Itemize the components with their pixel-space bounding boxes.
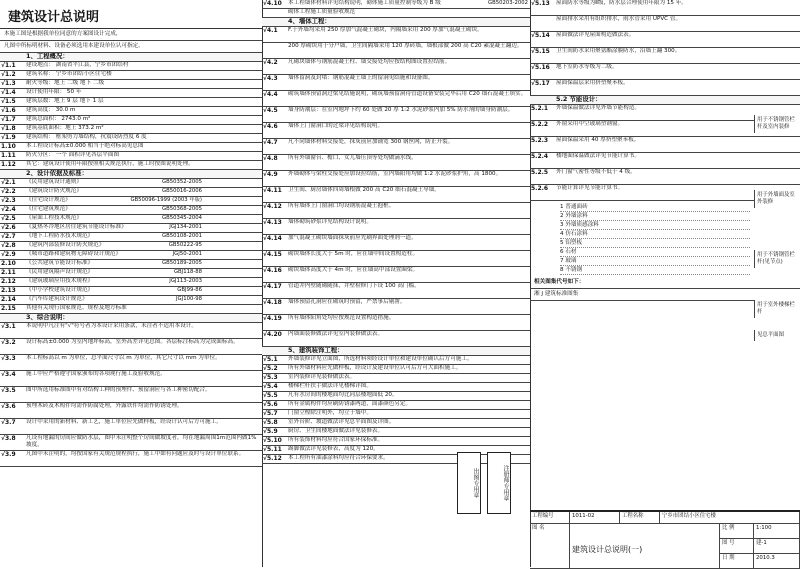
row-mark: 1.10 bbox=[1, 143, 16, 150]
material-item: 1 普通面砖 bbox=[560, 203, 750, 212]
row-text: 本工程标高以 m 为单位，总平面尺寸以 m 为单位，其它尺寸以 mm 为单位。 bbox=[26, 355, 221, 361]
row-mark: √1.2 bbox=[1, 71, 16, 78]
row-mark: 2.11 bbox=[1, 269, 16, 276]
row-mark: √5.16 bbox=[531, 64, 550, 71]
row-text: 本工程所有油漆涂料均应符合环保要求。 bbox=[288, 455, 389, 461]
material-item: 4 仿石涂料 bbox=[560, 230, 750, 239]
row-mark: √2.6 bbox=[1, 224, 16, 231]
row-mark: √3.5 bbox=[1, 387, 16, 394]
scale-value: 1:100 bbox=[754, 524, 800, 539]
row-text: 卫生间防水采用聚氨酯涂膜防水，沿墙上翻 300。 bbox=[556, 48, 681, 54]
row-mark: 2.10 bbox=[1, 260, 16, 267]
row-mark: √4.9 bbox=[263, 171, 278, 178]
row-mark: √3.7 bbox=[1, 419, 16, 426]
section-heading: 4、墙体工程： bbox=[262, 18, 530, 27]
row-text: 设计标高±0.000 为室内地坪标高，室外高差详见总图。各层标注标高为完成面标高。 bbox=[26, 339, 239, 345]
row-mark: 2.13 bbox=[1, 287, 16, 294]
spec-row bbox=[0, 387, 262, 403]
row-text: 凡砌块墙体与钢筋混凝土柱、墙交接处均应按结构图设置拉结筋。 bbox=[288, 59, 451, 65]
row-mark: √5.8 bbox=[263, 419, 278, 426]
row-mark: 5.2.2 bbox=[531, 121, 549, 128]
row-text: 外墙保温做法详见外墙节能构造。 bbox=[556, 105, 640, 111]
spec-row bbox=[262, 383, 530, 392]
row-text: 外墙装修详见立面图，所选材料须经设计单位和建设单位确认后方可施工。 bbox=[288, 356, 473, 362]
spec-row bbox=[262, 43, 530, 59]
spec-row bbox=[530, 153, 800, 169]
row-text: 建筑基底面积：地上 373.2 m² bbox=[26, 125, 104, 131]
spec-row bbox=[0, 143, 262, 152]
row-mark: √2.4 bbox=[1, 206, 16, 213]
standard-name: 《地下工程防水技术规范》 bbox=[26, 233, 94, 239]
row-mark: √5.2 bbox=[263, 365, 278, 372]
column-left bbox=[0, 0, 263, 567]
spec-row bbox=[262, 139, 530, 155]
row-text: 200 厚砌块用于分户墙，卫生间隔墙采用 120 厚砖墙，墙根部做 200 高 C20 素混凝土翻边。 bbox=[288, 43, 523, 49]
row-text: 墙体预留孔洞应在砌筑时预留，严禁事后剔凿。 bbox=[288, 299, 406, 305]
standard-code: JGJ113-2003 bbox=[169, 278, 202, 284]
standard-code: GB50345-2004 bbox=[162, 215, 202, 221]
spec-row bbox=[262, 235, 530, 251]
spec-row bbox=[0, 161, 262, 170]
spec-row bbox=[530, 32, 800, 48]
row-mark: √1.9 bbox=[1, 134, 16, 141]
intro-line-1: 本施工图是根据我单位同意的方案图设计完成， bbox=[0, 29, 262, 41]
row-mark: √1.3 bbox=[1, 80, 16, 87]
row-text: 外窗采用中空玻璃塑钢窗。 bbox=[556, 121, 624, 127]
spec-row bbox=[262, 401, 530, 410]
standard-name: 《住宅建筑规范》 bbox=[26, 206, 71, 212]
row-mark: √4.7 bbox=[263, 139, 278, 146]
standard-row bbox=[0, 251, 262, 260]
row-mark: √1.4 bbox=[1, 89, 16, 96]
row-mark: √1.8 bbox=[1, 125, 16, 132]
row-text: 预埋木砖及木构件均需作防腐处理，外露铁件均需作防锈处理。 bbox=[26, 403, 183, 409]
row-mark: √4.10 bbox=[263, 0, 282, 7]
row-mark: 1.12 bbox=[1, 161, 16, 168]
standard-name: 《城市道路和建筑物无障碍设计规范》 bbox=[26, 251, 122, 257]
row-text: 砌体工程施工质量验收规范 bbox=[288, 9, 356, 15]
row-mark: √1.6 bbox=[1, 107, 16, 114]
row-text: 加气混凝土砌块墙面抹灰前应先刷界面处理剂一道。 bbox=[288, 235, 417, 241]
side-note: 用于不锈钢管栏杆(见节点) bbox=[754, 250, 800, 268]
side-note: 见总平面图 bbox=[754, 330, 800, 341]
row-text: 本说明中凡注有"√"符号者为本设计采用条款，未注者不适用本设计。 bbox=[26, 323, 197, 329]
row-mark: √3.1 bbox=[1, 323, 16, 330]
row-mark: √1.1 bbox=[1, 62, 16, 69]
row-text: 节能计算详见节能计算书。 bbox=[556, 185, 624, 191]
row-mark: √5.14 bbox=[531, 32, 550, 39]
row-mark: √5.1 bbox=[263, 356, 278, 363]
standard-code: JGJ134-2001 bbox=[169, 224, 202, 230]
row-mark: √1.7 bbox=[1, 116, 16, 123]
code-value: 1011-02 bbox=[570, 512, 620, 524]
row-mark: √5.5 bbox=[263, 392, 278, 399]
spec-row bbox=[0, 125, 262, 134]
material-item: 3 外墙质感涂料 bbox=[560, 221, 750, 230]
standard-row bbox=[0, 215, 262, 224]
row-mark: √4.6 bbox=[263, 123, 278, 130]
spec-row bbox=[262, 392, 530, 401]
row-text: 所有墙体阳角处均应按规范设置构造措施。 bbox=[288, 315, 395, 321]
row-text: 建筑总面积： 2743.0 m² bbox=[26, 116, 91, 122]
approval-stamp: 出图专用章 bbox=[457, 452, 481, 514]
row-mark: 5.2.1 bbox=[531, 105, 549, 112]
standard-row bbox=[0, 206, 262, 215]
row-mark: √5.6 bbox=[263, 401, 278, 408]
row-text: 砌筑墙体预留洞过梁见结施说明，砌筑墙预留洞待管道设备安装完毕后用 C20 细石混凝土填实。 bbox=[288, 91, 527, 97]
row-text: 所有金属构件均应刷防锈漆两道，面漆颜色另定。 bbox=[288, 401, 412, 407]
row-text: 墙体上门窗洞口的过梁详见结构说明。 bbox=[288, 123, 384, 129]
row-text: 所有装饰材料均应符合国家环保标准。 bbox=[288, 437, 384, 443]
standard-row bbox=[0, 296, 262, 305]
row-text: 设计使用年限： 50 年 bbox=[26, 89, 82, 95]
row-mark: √4.12 bbox=[263, 203, 282, 210]
standard-name: 《住宅设计规范》 bbox=[26, 197, 71, 203]
material-item: 8 不锈钢 bbox=[560, 266, 750, 275]
row-text: 厨房、卫生间楼地面做法详见装修表。 bbox=[288, 428, 384, 434]
standard-name: 《汽车库建筑设计规范》 bbox=[26, 296, 88, 302]
spec-row bbox=[262, 299, 530, 315]
standard-row bbox=[0, 269, 262, 278]
row-text: 凡设有地漏的房间应做防水层，图中未注明整个房间做坡度者，均在地漏周围1m范围内做1%坡度。 bbox=[26, 435, 257, 448]
row-text: 防火分区： 一个 面积详见各层平面图 bbox=[26, 152, 120, 158]
spec-row bbox=[262, 0, 530, 9]
row-text: 砌块墙体长度大于 5m 时，应在墙中间设置构造柱。 bbox=[288, 251, 419, 257]
standard-name: 《屋面工程技术规范》 bbox=[26, 215, 82, 221]
standard-row bbox=[0, 305, 262, 314]
section-heading: 1、工程概况： bbox=[0, 53, 262, 62]
spec-row bbox=[262, 203, 530, 219]
spec-row bbox=[262, 187, 530, 203]
spec-row bbox=[262, 91, 530, 107]
spec-row bbox=[262, 75, 530, 91]
row-mark: 5.2.4 bbox=[531, 153, 549, 160]
spec-row bbox=[530, 137, 800, 153]
spec-row bbox=[0, 62, 262, 71]
spec-row bbox=[262, 267, 530, 283]
row-mark: √4.2 bbox=[263, 59, 278, 66]
side-note: 用于室外楼梯栏杆 bbox=[754, 300, 800, 318]
standard-code: GB50203-2002 bbox=[488, 0, 528, 6]
row-mark: 5.2.5 bbox=[531, 169, 549, 176]
row-text: 外门窗气密性等级不低于 4 级。 bbox=[556, 169, 636, 175]
standard-row bbox=[0, 179, 262, 188]
row-mark: √3.6 bbox=[1, 403, 16, 410]
standard-code: GB50352-2005 bbox=[162, 179, 202, 185]
spec-row bbox=[262, 419, 530, 428]
spec-row bbox=[530, 48, 800, 64]
spec-row bbox=[0, 98, 262, 107]
project-value: 宁乡市团结小区住宅楼 bbox=[660, 512, 800, 524]
spec-row bbox=[0, 89, 262, 98]
row-mark: √4.14 bbox=[263, 235, 282, 242]
spec-row bbox=[262, 283, 530, 299]
row-mark: √5.4 bbox=[263, 383, 278, 390]
row-text: 建筑高度： 30.0 m bbox=[26, 107, 76, 113]
row-text: 室外台阶、坡道做法详见总平面图及详图。 bbox=[288, 419, 395, 425]
spec-row bbox=[262, 9, 530, 18]
row-text: 管道井内壁随砌随抹，井壁检修门下设 100 高门槛。 bbox=[288, 283, 420, 289]
row-text: 设计中采用的新材料、新工艺，施工单位应先做样板，经设计认可后方可施工。 bbox=[26, 419, 222, 425]
row-mark: √4.4 bbox=[263, 91, 278, 98]
standard-name: 《建筑内部装修设计防火规范》 bbox=[26, 242, 105, 248]
row-text: 地下室防水等级为二级。 bbox=[556, 64, 618, 70]
row-mark: √5.9 bbox=[263, 428, 278, 435]
row-mark: √4.15 bbox=[263, 251, 282, 258]
row-mark: 2.15 bbox=[1, 305, 16, 312]
standard-code: GB50368-2005 bbox=[162, 206, 202, 212]
spec-row bbox=[262, 155, 530, 171]
section-heading: 5.2 节能设计： bbox=[530, 96, 800, 105]
spec-row bbox=[262, 437, 530, 446]
row-text: 楼地面保温做法详见节能计算书。 bbox=[556, 153, 640, 159]
standard-code: GBJ118-88 bbox=[173, 269, 202, 275]
row-text: 耐火等级：地上 二级 地下 二级 bbox=[26, 80, 105, 86]
spec-row bbox=[0, 339, 262, 355]
row-mark: √5.13 bbox=[531, 0, 550, 7]
row-text: 建设地点： 湖南省平江县，宁乡市团结村 bbox=[26, 62, 129, 68]
spec-row bbox=[262, 27, 530, 43]
standard-name: 其他有关现行国家规范、规程及地方标准 bbox=[26, 305, 127, 311]
material-item: 5 铝塑板 bbox=[560, 239, 750, 248]
row-text: 屋面防水等级为Ⅱ级，防水层合理使用年限为 15 年。 bbox=[556, 0, 687, 6]
row-mark: 2.12 bbox=[1, 278, 16, 285]
row-mark: √3.8 bbox=[1, 435, 16, 442]
row-mark: √3.3 bbox=[1, 355, 16, 362]
section-heading: 5、建筑装饰工程： bbox=[262, 347, 530, 356]
code-label: 工程编号 bbox=[530, 512, 570, 524]
standard-code: GB50189-2005 bbox=[162, 260, 202, 266]
column-right bbox=[530, 0, 800, 567]
row-text: 凡有水房间的楼地面均比同层楼地面低 20。 bbox=[288, 392, 398, 398]
column-middle bbox=[262, 0, 531, 567]
row-text: 屋面保温层采用挤塑聚苯板。 bbox=[556, 80, 629, 86]
number-value: 建-1 bbox=[754, 539, 800, 554]
standard-row bbox=[0, 260, 262, 269]
spec-row bbox=[530, 64, 800, 80]
row-text: 门窗立樘除注明外，均立于墙中。 bbox=[288, 410, 372, 416]
standard-code: GBJ99-86 bbox=[177, 287, 202, 293]
number-label: 图 号 bbox=[720, 539, 754, 554]
row-mark: √2.2 bbox=[1, 188, 16, 195]
row-text: F.于外墙均采用 250 厚加气混凝土砌块，内隔墙采用 200 厚加气混凝土砌块。 bbox=[288, 27, 483, 33]
spec-row bbox=[0, 134, 262, 143]
row-mark: √4.20 bbox=[263, 331, 282, 338]
spec-row bbox=[262, 331, 530, 347]
spec-row bbox=[0, 323, 262, 339]
row-mark: √5.10 bbox=[263, 437, 282, 444]
spec-row bbox=[262, 123, 530, 139]
spec-row bbox=[530, 0, 800, 16]
row-mark: √2.8 bbox=[1, 242, 16, 249]
row-text: 本工程墙体材料详见结构说明，砌体施工质量控制等级为 B 级 bbox=[288, 0, 441, 6]
material-item: 7 玻璃 bbox=[560, 257, 750, 266]
row-mark: √5.3 bbox=[263, 374, 278, 381]
row-text: 所有外墙窗台、檐口、女儿墙压顶等处均做滴水线。 bbox=[288, 155, 417, 161]
intro-line-2: 凡图中所标明材料、设备必须选用本建设单位认可指定。 bbox=[0, 41, 262, 53]
row-text: 踢脚做法详见装修表，高度为 120。 bbox=[288, 446, 379, 452]
row-text: 屋面做法详见屋面构造做法表。 bbox=[556, 32, 635, 38]
row-text: 室内装修详见装修做法表。 bbox=[288, 374, 356, 380]
row-mark: √3.4 bbox=[1, 371, 16, 378]
spec-row bbox=[0, 371, 262, 387]
standard-name: 《中小学校建筑设计规范》 bbox=[26, 287, 94, 293]
row-text: 所有外墙材料应先做样板，经设计及建设单位认可后方可大面积施工。 bbox=[288, 365, 462, 371]
row-mark: √5.7 bbox=[263, 410, 278, 417]
standard-code: GB50016-2006 bbox=[162, 188, 202, 194]
spec-row bbox=[262, 219, 530, 235]
row-mark: √5.15 bbox=[531, 48, 550, 55]
drawing-label: 图 名 bbox=[530, 524, 570, 569]
row-mark: 1.11 bbox=[1, 152, 16, 159]
row-text: 建筑名称： 宁乡市团结小区住宅楼 bbox=[26, 71, 112, 77]
row-mark: √3.2 bbox=[1, 339, 16, 346]
row-mark: √5.11 bbox=[263, 446, 282, 453]
spec-row bbox=[262, 410, 530, 419]
spec-row bbox=[262, 428, 530, 437]
row-mark: √3.9 bbox=[1, 451, 16, 458]
row-text: 屋面保温采用 40 厚挤塑聚苯板。 bbox=[556, 137, 640, 143]
standard-row bbox=[0, 287, 262, 296]
spec-row bbox=[0, 80, 262, 89]
row-mark: √2.7 bbox=[1, 233, 16, 240]
spec-row bbox=[0, 451, 262, 467]
spec-row bbox=[0, 71, 262, 80]
material-item: 2 外墙涂料 bbox=[560, 212, 750, 221]
standard-name: 《民用建筑设计通则》 bbox=[26, 179, 82, 185]
row-mark: 5.2.6 bbox=[531, 185, 549, 192]
row-text: 图中所选用标准图中有对结构工种的预埋件、预留洞应与各工种密切配合。 bbox=[26, 387, 211, 393]
row-text: 内墙面装修做法详见室内装修做法表。 bbox=[288, 331, 384, 337]
row-mark: 5.2.3 bbox=[531, 137, 549, 144]
row-mark: √4.19 bbox=[263, 315, 282, 322]
date-label: 日 期 bbox=[720, 554, 754, 569]
section-heading: 3、综合说明： bbox=[0, 314, 262, 323]
row-mark: √5.12 bbox=[263, 455, 282, 462]
standard-name: 《建筑玻璃应用技术规程》 bbox=[26, 278, 94, 284]
standard-row bbox=[0, 233, 262, 242]
row-text: 卫生间、厨房墙体四周墙根做 200 高 C20 细石混凝土导墙。 bbox=[288, 187, 440, 193]
spec-row bbox=[262, 365, 530, 374]
spec-row bbox=[0, 152, 262, 161]
spec-row bbox=[262, 374, 530, 383]
row-mark: 2.14 bbox=[1, 296, 16, 303]
spec-row bbox=[0, 355, 262, 371]
row-mark: √5.17 bbox=[531, 80, 550, 87]
row-text: 其它：建筑设计使用年限按照相关规范执行，施工时按图说明处理。 bbox=[26, 161, 194, 167]
standard-code: JGJ50-2001 bbox=[172, 251, 202, 257]
row-text: 凡图中未注明的，均按国家有关规范规程执行，施工中如有问题应及时与设计单位联系。 bbox=[26, 451, 245, 457]
date-value: 2010.3 bbox=[754, 554, 800, 569]
row-text: 外墙砌体与梁柱交接处应加设拉结筋，室内墙阳角均做 1:2 水泥砂浆护角，高 1800。 bbox=[288, 171, 502, 177]
reference-note: 湘 J 建筑标准图集 bbox=[530, 289, 800, 301]
row-mark: √2.9 bbox=[1, 251, 16, 258]
material-item: 6 石材 bbox=[560, 248, 750, 257]
row-text: 墙身防潮层：在室内地坪下约 60 处做 20 厚 1:2 水泥砂浆内加 5% 防水剂的墙身防潮层。 bbox=[288, 107, 514, 113]
spec-row bbox=[262, 356, 530, 365]
row-mark: √4.18 bbox=[263, 299, 282, 306]
spec-row bbox=[530, 169, 800, 185]
row-mark: √4.17 bbox=[263, 283, 282, 290]
standard-row bbox=[0, 197, 262, 206]
standard-row bbox=[0, 278, 262, 287]
drawing-title: 建筑设计总说明(一) bbox=[570, 524, 720, 569]
row-mark: √1.5 bbox=[1, 98, 16, 105]
standard-code: GB50222-95 bbox=[168, 242, 202, 248]
side-note: 用于不锈钢管栏杆及室内装修 bbox=[754, 115, 800, 133]
scale-label: 比 例 bbox=[720, 524, 754, 539]
standard-row bbox=[0, 188, 262, 197]
row-mark: √4.8 bbox=[263, 155, 278, 162]
standard-code: JGJ100-98 bbox=[176, 296, 202, 302]
row-text: 所有墙体上门窗洞口均设钢筋混凝土抱框。 bbox=[288, 203, 395, 209]
spec-row bbox=[262, 107, 530, 123]
row-mark: √4.5 bbox=[263, 107, 278, 114]
row-text: 楼梯栏杆扶手做法详见楼梯详图。 bbox=[288, 383, 372, 389]
row-mark: √4.11 bbox=[263, 187, 282, 194]
row-mark: √4.3 bbox=[263, 75, 278, 82]
row-text: 建筑结构： 框架剪力墙结构，抗震设防烈度 6 度 bbox=[26, 134, 147, 140]
row-text: 建筑层数：地上 9 层 地下 1 层 bbox=[26, 98, 104, 104]
row-text: 墙体砌筑砂浆详见结构设计说明。 bbox=[288, 219, 372, 225]
standard-code: GB50096-1999 (2003 年版) bbox=[130, 197, 202, 203]
standard-name: 《民用建筑隔声设计规范》 bbox=[26, 269, 94, 275]
spec-row bbox=[262, 315, 530, 331]
section-heading: 2、设计依据及标准： bbox=[0, 170, 262, 179]
standard-row bbox=[0, 242, 262, 251]
row-mark: √2.5 bbox=[1, 215, 16, 222]
page-title: 建筑设计总说明 bbox=[0, 0, 262, 29]
standard-row bbox=[0, 224, 262, 233]
standard-name: 《建筑设计防火规范》 bbox=[26, 188, 82, 194]
row-mark: √4.13 bbox=[263, 219, 282, 226]
standard-name: 《夏热冬冷地区居住建筑节能设计标准》 bbox=[26, 224, 127, 230]
row-mark: √2.3 bbox=[1, 197, 16, 204]
project-label: 工程名称 bbox=[620, 512, 660, 524]
row-text: 屋面排水采用有组织排水，雨水管采用 UPVC 管。 bbox=[556, 16, 682, 22]
spec-row bbox=[0, 435, 262, 451]
title-block bbox=[530, 510, 800, 569]
spec-row bbox=[0, 116, 262, 125]
spec-row bbox=[530, 16, 800, 32]
standard-name: 《公共建筑节能设计标准》 bbox=[26, 260, 94, 266]
row-mark: √4.1 bbox=[263, 27, 278, 34]
spec-row bbox=[0, 107, 262, 116]
spec-row bbox=[0, 419, 262, 435]
row-mark: √4.16 bbox=[263, 267, 282, 274]
row-text: 凡不同墙体材料交接处，抹灰前应加铺宽 300 钢丝网，防止开裂。 bbox=[288, 139, 454, 145]
spec-row bbox=[262, 171, 530, 187]
row-text: 本工程设计标高±0.000 相当于绝对标高见总图 bbox=[26, 143, 144, 149]
row-text: 墙体留洞及封堵：钢筋混凝土墙上的留洞见结施和设备图。 bbox=[288, 75, 434, 81]
row-mark: √2.1 bbox=[1, 179, 16, 186]
spec-row bbox=[0, 403, 262, 419]
spec-row bbox=[262, 59, 530, 75]
reference-heading: 相关图集代号如下： bbox=[530, 277, 800, 289]
row-text: 施工中应严格遵守国家颁布的各项现行施工及验收规范。 bbox=[26, 371, 166, 377]
spec-row bbox=[530, 80, 800, 96]
spec-row bbox=[262, 251, 530, 267]
side-note: 用于外墙面及室外装修 bbox=[754, 190, 800, 208]
registered-stamp: 注册师专用章 bbox=[487, 452, 511, 514]
standard-code: GB50108-2001 bbox=[162, 233, 202, 239]
row-text: 砌块墙体高度大于 4m 时，应在墙高中部设置圈梁。 bbox=[288, 267, 419, 273]
